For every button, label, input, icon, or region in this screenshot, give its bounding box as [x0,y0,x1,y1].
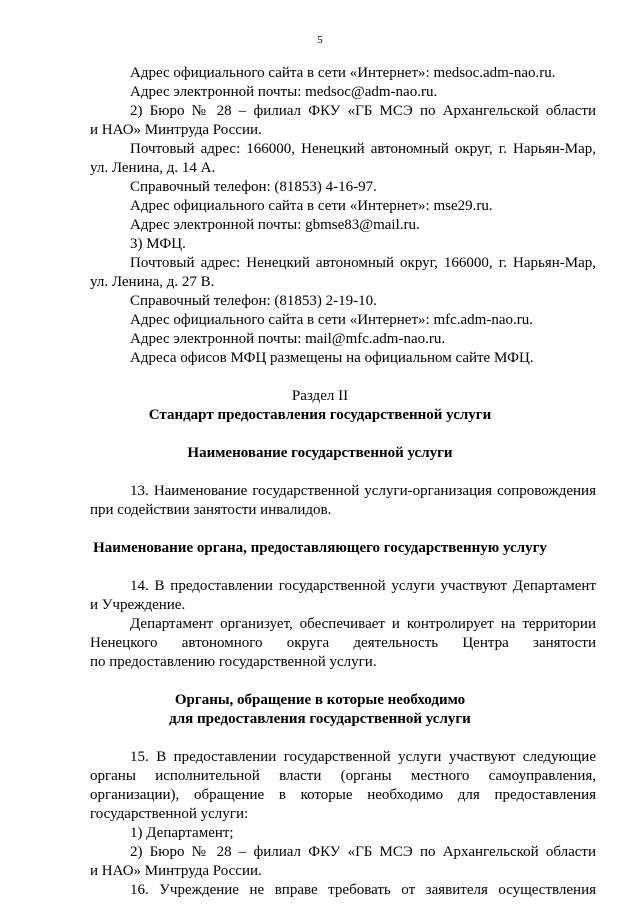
subsection-heading: Наименование органа, предоставляющего государственную услугу [93,540,547,556]
text-line: Ненецкого автономного округа деятельность Центра занятости [90,635,596,651]
text-line: ул. Ленина, д. 27 В. [90,274,215,290]
text-line: 14. В предоставлении государственной услуги участвуют Департамент [130,578,596,594]
text-line: Департамент организует, обеспечивает и контролирует на территории [130,616,596,632]
text-line: при содействии занятости инвалидов. [90,502,332,518]
text-line: Адрес электронной почты: mail@mfc.adm-nao.ru. [130,331,446,347]
text-line: 3) МФЦ. [130,236,186,252]
subsection-heading: для предоставления государственной услуги [169,711,471,727]
text-line: государственной услуги: [90,806,249,822]
text-line: 2) Бюро № 28 – филиал ФКУ «ГБ МСЭ по Архангельской области [130,103,596,119]
text-line: органы исполнительной власти (органы местного самоуправления, [90,768,596,784]
text-line: 2) Бюро № 28 – филиал ФКУ «ГБ МСЭ по Архангельской области [130,844,596,860]
text-line: Адрес электронной почты: gbmse83@mail.ru. [130,217,420,233]
subsection-heading: Органы, обращение в которые необходимо [174,692,466,708]
text-line: 1) Департамент; [130,825,234,841]
text-line: Справочный телефон: (81853) 4-16-97. [130,179,377,195]
text-line: 13. Наименование государственной услуги-организация сопровождения [130,483,596,499]
text-line: Адрес официального сайта в сети «Интернет»: mfc.adm-nao.ru. [130,312,533,328]
text-line: Справочный телефон: (81853) 2-19-10. [130,293,377,309]
text-line: Адрес официального сайта в сети «Интернет»: mse29.ru. [130,198,493,214]
text-line: по предоставлению государственной услуги. [90,654,377,670]
text-line: Почтовый адрес: 166000, Ненецкий автономный округ, г. Нарьян-Мар, [130,141,596,157]
text-line: и НАО» Минтруда России. [90,863,262,879]
text-line: Адреса офисов МФЦ размещены на официальном сайте МФЦ. [130,350,534,366]
section-label: Раздел II [291,388,349,404]
section-title: Стандарт предоставления государственной услуги [148,407,492,423]
text-line: Адрес официального сайта в сети «Интернет»: medsoc.adm-nao.ru. [130,65,556,81]
text-line: 15. В предоставлении государственной услуги участвуют следующие [130,749,596,765]
text-line: Почтовый адрес: Ненецкий автономный округ, 166000, г. Нарьян-Мар, [130,255,596,271]
text-line: и Учреждение. [90,597,186,613]
text-line: 16. Учреждение не вправе требовать от заявителя осуществления [130,882,596,898]
text-line: и НАО» Минтруда России. [90,122,262,138]
subsection-heading: Наименование государственной услуги [187,445,453,461]
text-line: Адрес электронной почты: medsoc@adm-nao.ru. [130,84,438,100]
page-number: 5 [317,34,323,46]
text-line: организации), обращение в которые необходимо для предоставления [90,787,596,803]
text-line: ул. Ленина, д. 14 А. [90,160,216,176]
